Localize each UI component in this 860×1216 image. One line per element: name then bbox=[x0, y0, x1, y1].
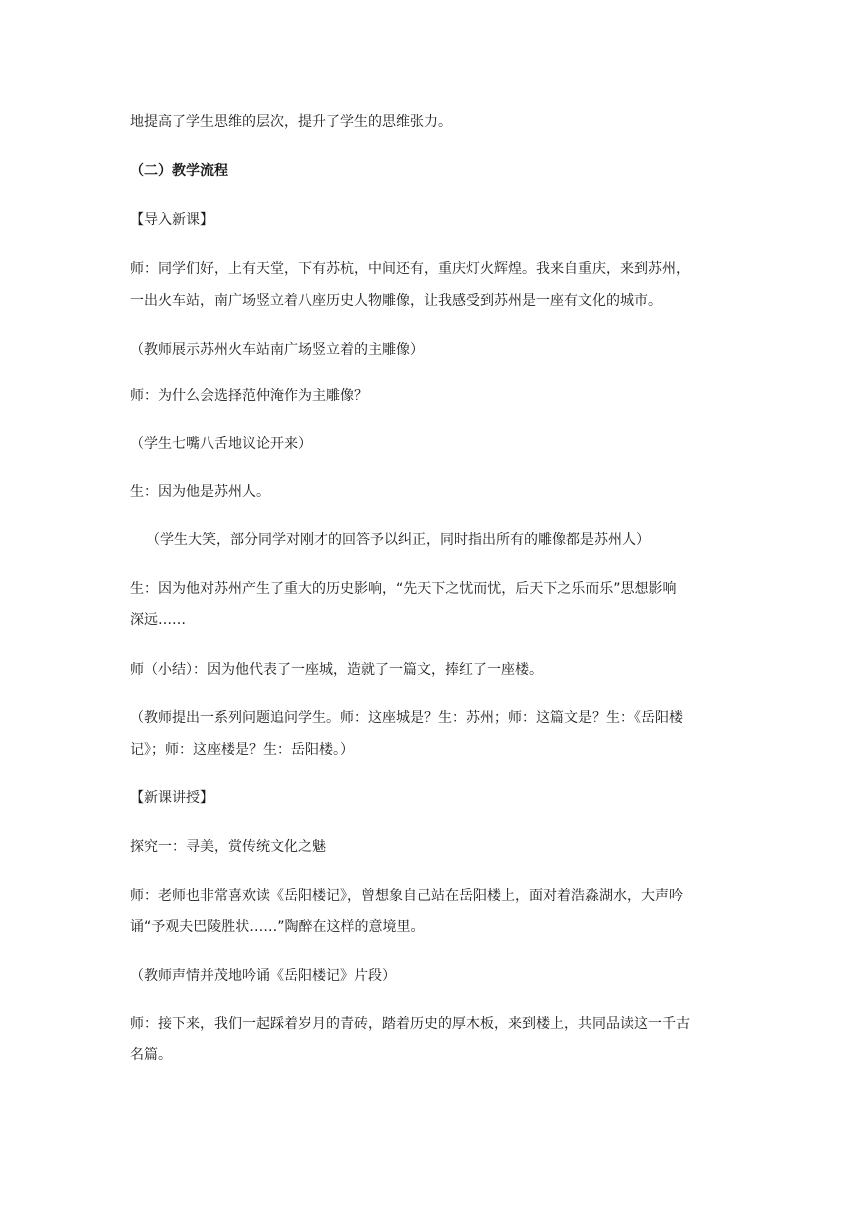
subsection-heading: 【导入新课】 bbox=[130, 212, 214, 228]
paragraph-line: 师：老师也非常喜欢读《岳阳楼记》，曾想象自己站在岳阳楼上，面对着浩淼湖水，大声吟 bbox=[130, 888, 683, 904]
paragraph-line: 生：因为他对苏州产生了重大的历史影响，“先天下之忧而忧，后天下之乐而乐”思想影响 bbox=[130, 581, 677, 597]
paragraph-line: 师：同学们好，上有天堂，下有苏杭，中间还有，重庆灯火辉煌。我来自重庆，来到苏州， bbox=[130, 261, 690, 277]
stage-direction: （教师展示苏州火车站南广场竖立着的主雕像） bbox=[130, 342, 424, 358]
stage-direction: （学生七嘴八舌地议论开来） bbox=[130, 436, 312, 452]
paragraph-line: 一出火车站，南广场竖立着八座历史人物雕像，让我感受到苏州是一座有文化的城市。 bbox=[130, 293, 662, 309]
paragraph-line: 生：因为他是苏州人。 bbox=[130, 484, 270, 500]
paragraph-line: 师：接下来，我们一起踩着岁月的青砖，踏着历史的厚木板，来到楼上，共同品读这一千古 bbox=[130, 1016, 690, 1032]
stage-direction: （教师声情并茂地吟诵《岳阳楼记》片段） bbox=[130, 968, 396, 984]
paragraph-line: 师（小结）：因为他代表了一座城，造就了一篇文，捧红了一座楼。 bbox=[130, 662, 543, 678]
paragraph-line: 深远…… bbox=[130, 612, 186, 628]
paragraph-line: 诵“予观夫巴陵胜状……”陶醉在这样的意境里。 bbox=[130, 919, 425, 935]
paragraph-line: 师：为什么会选择范仲淹作为主雕像？ bbox=[130, 388, 368, 404]
paragraph-line: 名篇。 bbox=[130, 1047, 172, 1063]
stage-direction: （教师提出一系列问题追问学生。师：这座城是？生：苏州；师：这篇文是？生：《岳阳楼 bbox=[130, 710, 683, 726]
stage-direction: 记》；师：这座楼是？生：岳阳楼。） bbox=[130, 742, 354, 758]
paragraph-line: 探究一：寻美，赏传统文化之魅 bbox=[130, 839, 326, 855]
paragraph-line: 地提高了学生思维的层次，提升了学生的思维张力。 bbox=[130, 114, 452, 130]
section-heading: （二）教学流程 bbox=[130, 163, 228, 179]
subsection-heading: 【新课讲授】 bbox=[130, 790, 214, 806]
stage-direction: （学生大笑，部分同学对刚才的回答予以纠正，同时指出所有的雕像都是苏州人） bbox=[146, 532, 650, 548]
